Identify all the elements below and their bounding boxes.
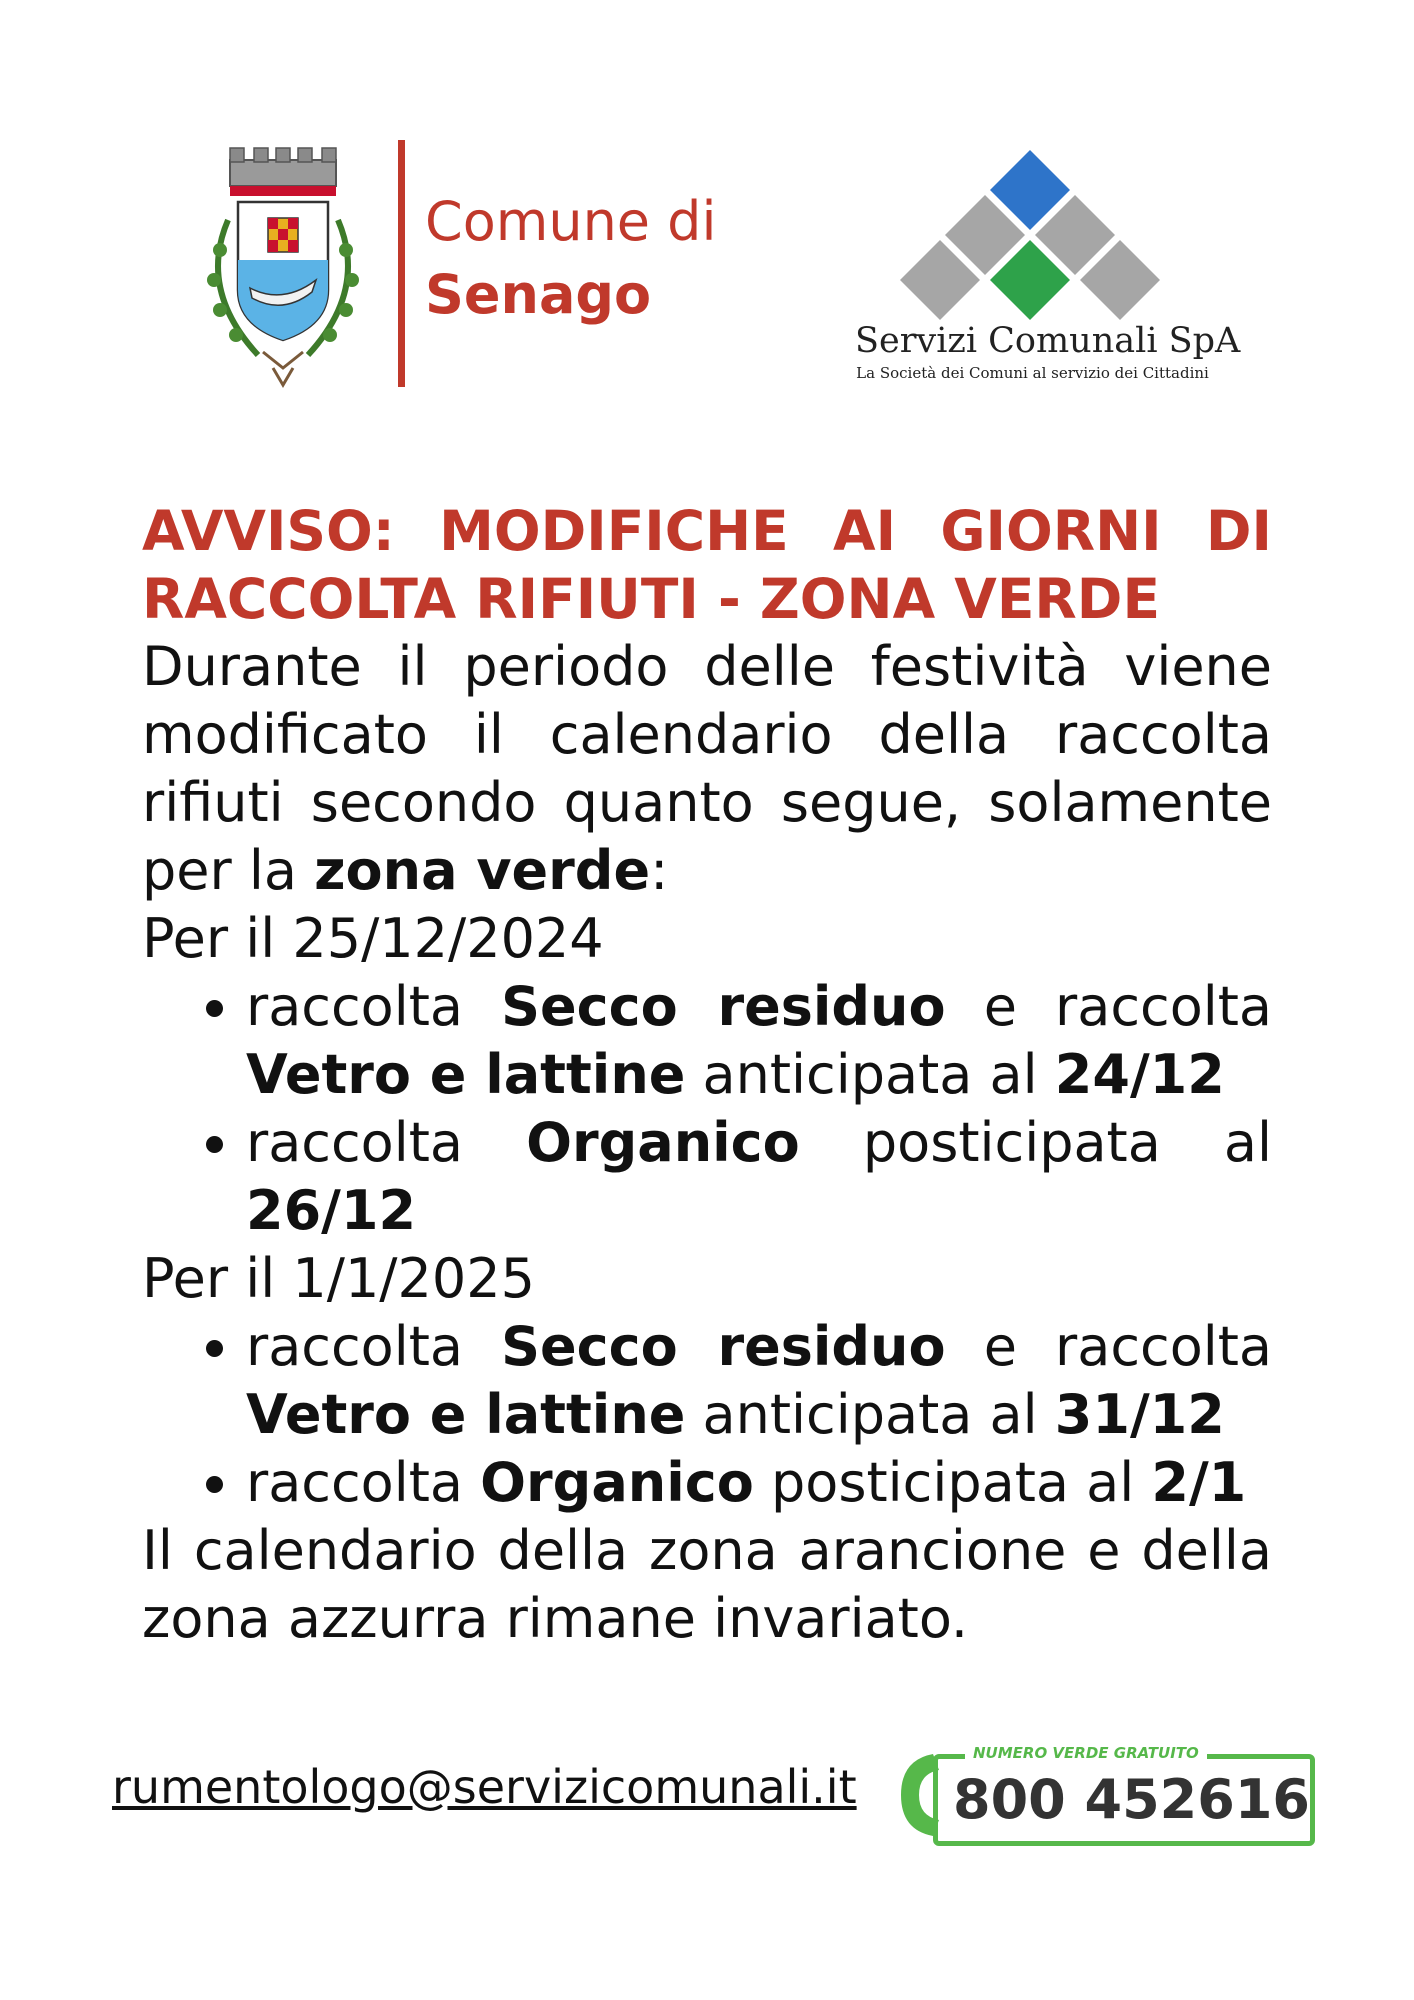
- notice-title: AVVISO: MODIFICHE AI GIORNI DI RACCOLTA RIFIUTI - ZONA VERDE: [142, 499, 1272, 631]
- item-text: raccolta: [246, 1451, 481, 1514]
- contact-email-link[interactable]: rumentologo@servizicomunali.it: [112, 1760, 857, 1814]
- item-bold: Secco residuo: [501, 975, 946, 1038]
- phone-label-wrap: [965, 1742, 1207, 1764]
- section-list-2: [142, 1313, 1272, 1517]
- intro-zone: zona verde: [314, 839, 651, 902]
- item-bold: Vetro e lattine: [246, 1043, 686, 1106]
- item-bold: 24/12: [1054, 1043, 1225, 1106]
- notice-body: [142, 497, 1272, 1653]
- section-list-1: [142, 973, 1272, 1245]
- item-bold: 31/12: [1054, 1383, 1225, 1446]
- list-item: [246, 1109, 1272, 1245]
- page-header: [0, 0, 1414, 420]
- item-bold: Organico: [526, 1111, 800, 1174]
- item-bold: Secco residuo: [501, 1315, 946, 1378]
- company-name: Servizi Comunali SpA: [855, 321, 1241, 361]
- item-text: anticipata al: [685, 1383, 1055, 1446]
- item-bold: 26/12: [246, 1179, 417, 1242]
- comune-prefix: Comune di: [425, 190, 717, 253]
- item-bold: Vetro e lattine: [246, 1383, 686, 1446]
- item-text: e raccolta: [945, 975, 1272, 1038]
- toll-free-label: NUMERO VERDE GRATUITO: [973, 1744, 1199, 1762]
- closing-paragraph: Il calendario della zona arancione e della zona azzurra rimane invariato.: [142, 1519, 1272, 1650]
- senago-coat-of-arms-icon: [188, 140, 378, 390]
- company-tagline: La Società dei Comuni al servizio dei Cittadini: [856, 364, 1209, 382]
- servizi-comunali-logo-icon: [900, 145, 1160, 325]
- item-text: raccolta: [246, 1315, 502, 1378]
- section-heading-1: Per il 25/12/2024: [142, 907, 604, 970]
- intro-text: Durante il periodo delle festività viene modificato il calendario della raccolta rifiuti secondo quanto segue, solamente per la: [142, 635, 1272, 902]
- phone-handset-icon: [893, 1750, 953, 1840]
- intro-end: :: [650, 839, 669, 902]
- list-item: [246, 1313, 1272, 1449]
- header-divider: [398, 140, 405, 387]
- item-bold: 2/1: [1151, 1451, 1247, 1514]
- item-text: e raccolta: [945, 1315, 1272, 1378]
- section-heading-2: Per il 1/1/2025: [142, 1247, 535, 1310]
- comune-name: Senago: [425, 263, 652, 326]
- item-bold: Organico: [480, 1451, 754, 1514]
- list-item: [246, 1449, 1272, 1517]
- item-text: raccolta: [246, 1111, 527, 1174]
- toll-free-number-box[interactable]: [893, 1742, 1313, 1842]
- phone-number: 800 452616: [953, 1768, 1310, 1831]
- item-text: raccolta: [246, 975, 502, 1038]
- intro-paragraph: [142, 633, 1272, 905]
- item-text: anticipata al: [685, 1043, 1055, 1106]
- item-text: posticipata al: [799, 1111, 1273, 1174]
- list-item: [246, 973, 1272, 1109]
- item-text: posticipata al: [753, 1451, 1152, 1514]
